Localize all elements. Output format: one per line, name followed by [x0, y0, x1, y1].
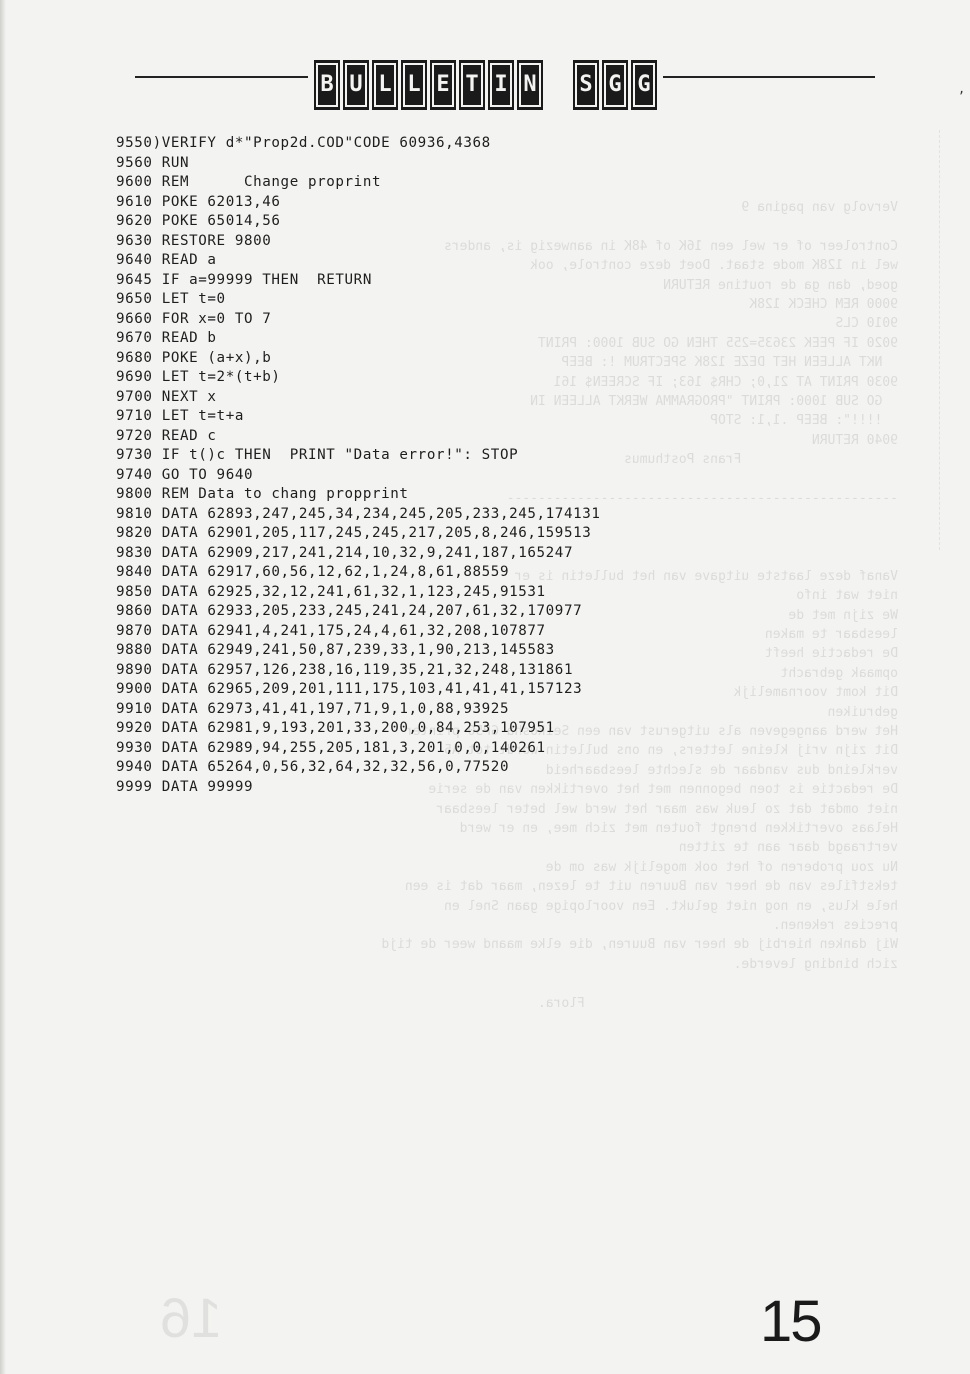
logo-letter: I	[490, 63, 512, 107]
logo-letter: L	[403, 63, 425, 107]
code-line: 9910 DATA 62973,41,41,197,71,9,1,0,88,93925	[116, 700, 510, 717]
logo-letter: G	[633, 63, 655, 107]
bulletin-sgg-logo	[308, 60, 663, 116]
page-edge	[0, 0, 6, 1374]
code-line: 9870 DATA 62941,4,241,175,24,4,61,32,208,107877	[116, 622, 546, 639]
code-line: 9680 POKE (a+x),b	[116, 349, 272, 366]
code-line: 9640 READ a	[116, 252, 217, 268]
code-line: 9999 DATA 99999	[116, 778, 254, 795]
code-line: 9740 GO TO 9640	[116, 466, 254, 483]
code-line: 9940 DATA 65264,0,56,32,64,32,32,56,0,77520	[116, 759, 510, 775]
logo-letter: L	[374, 63, 396, 107]
code-line: 9690 LET t=2*(t+b)	[116, 369, 281, 385]
logo-word-bulletin	[314, 60, 543, 116]
logo-letter: S	[575, 63, 597, 107]
code-line: 9810 DATA 62893,247,245,34,234,245,205,233,245,174131	[116, 505, 601, 522]
show-through-page-number: 16	[160, 1286, 223, 1349]
code-line: 9890 DATA 62957,126,238,16,119,35,21,32,248,131861	[116, 661, 574, 678]
code-line: 9900 DATA 62965,209,201,111,175,103,41,41,41,157123	[116, 681, 583, 697]
code-line: 9920 DATA 62981,9,193,201,33,200,0,84,253,107951	[116, 720, 555, 736]
margin-tick: ,	[958, 82, 966, 96]
code-line: 9645 IF a=99999 THEN RETURN	[116, 271, 372, 288]
code-line: 9560 RUN	[116, 154, 190, 171]
logo-letter: N	[519, 63, 541, 107]
show-through-text: Vervolg van pagina 9 Controleer of er wel een 16K of 48K in aanwezig is, anders wel in 128K mode staat. Doet deze controle, ook goed, dan ga de routine RETURN 9000 REM CHECK 128K 9010 CLS 9020 IF PEEK 23635=255 THEN GO SUB 1000: PRINT NKT ALLEEN HET DEZE 128K SPECTRUM !: BEEP 9030 PRINT AT 21,0; CHR$ 163; IF SCREEN$ 161 GO SUB 1000: PRINT "PROGRAMMA WERKT ALLEEN IN !!!!": BEEP .1,1: STOP 9040 RETURN Frans Posthumus -------------------------------------------------- Vanaf deze laatste uitgave van het bulletin is er niet wat info We zijn met de leesbaar te maken De redactie heeft opmaak gebracht Dit komt voornamelijk gebruiken Het werd aangegeven als uitgerust van een Seikosha GP50 printer Dit zijn vrij kleine letters, en ons bulletin wordt tot A5 verkleind dus vandaar de slechte leesbaarheid De redactie is toen begonnen met het overtikken van de serie niet omdat dat zo leuk was maar het werd wel beter leesbaar Helaas overtikken brengt fouten met zich mee, en er werd vertraagd daar aan te zitten Nu zou proberen of het ook mogelijk was om de tekstfiles van de heer van Buuren uit te lezen, maar dat is een hele klus, en nog niet gelukt. Een voorlopige gaan Snel en precies rekenen. Wij danken hierbij de heer van Buuren, die elke maand weer de tijd zich binding leverde. Flora.	[381, 200, 898, 1011]
code-line: 9800 REM Data to chang propprint	[116, 486, 409, 502]
code-line: 9700 NEXT x	[116, 388, 217, 405]
code-line: 9620 POKE 65014,56	[116, 213, 281, 229]
code-line: 9830 DATA 62909,217,241,214,10,32,9,241,187,165247	[116, 544, 574, 561]
side-marks	[939, 130, 966, 550]
code-line: 9710 LET t=t+a	[116, 408, 244, 424]
logo-letter: E	[432, 63, 454, 107]
logo-word-sgg	[573, 60, 657, 116]
code-line: 9550)VERIFY d*"Prop2d.COD"CODE 60936,4368	[116, 135, 491, 151]
logo-letter: B	[316, 63, 338, 107]
logo-letter: T	[461, 63, 483, 107]
code-line: 9660 FOR x=0 TO 7	[116, 310, 272, 327]
code-line: 9630 RESTORE 9800	[116, 232, 272, 249]
code-line: 9850 DATA 62925,32,12,241,61,32,1,123,245,91531	[116, 583, 546, 600]
logo-letter: U	[345, 63, 367, 107]
code-line: 9880 DATA 62949,241,50,87,239,33,1,90,213,145583	[116, 642, 555, 658]
code-line: 9860 DATA 62933,205,233,245,241,24,207,61,32,170977	[116, 603, 583, 619]
code-line: 9610 POKE 62013,46	[116, 193, 281, 210]
code-line: 9670 READ b	[116, 330, 217, 346]
code-line: 9930 DATA 62989,94,255,205,181,3,201,0,0,140261	[116, 739, 546, 756]
code-line: 9730 IF t()c THEN PRINT "Data error!": STOP	[116, 447, 519, 463]
code-line: 9650 LET t=0	[116, 291, 226, 307]
code-line: 9840 DATA 62917,60,56,12,62,1,24,8,61,88559	[116, 564, 510, 580]
page-number: 15	[760, 1289, 821, 1354]
code-line: 9600 REM Change proprint	[116, 174, 382, 190]
basic-program-listing	[116, 134, 601, 797]
code-line: 9720 READ c	[116, 427, 217, 444]
code-line: 9820 DATA 62901,205,117,245,245,217,205,8,246,159513	[116, 525, 592, 541]
logo-letter: G	[604, 63, 626, 107]
